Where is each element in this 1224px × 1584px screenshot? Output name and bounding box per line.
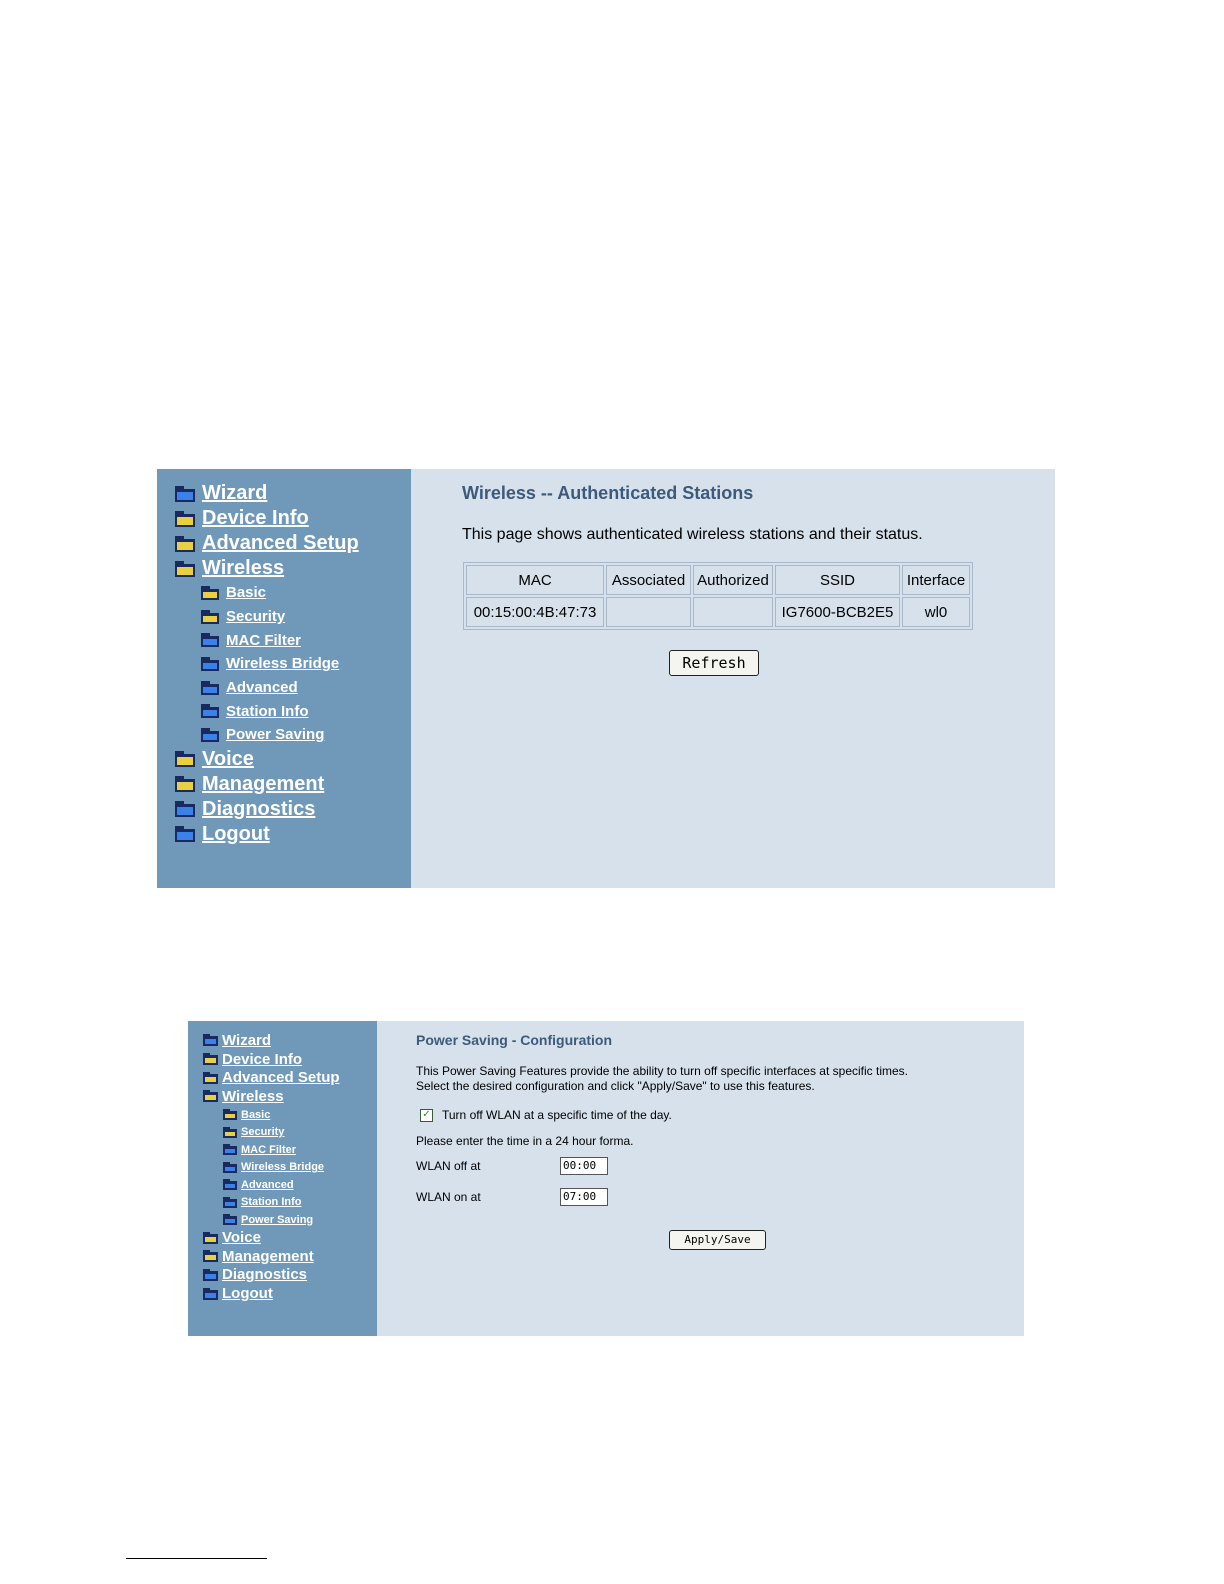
interface-cell: wl0 bbox=[902, 597, 970, 627]
wlan-schedule-option[interactable] bbox=[420, 1108, 1024, 1122]
nav-item-wireless-bridge[interactable] bbox=[203, 1158, 377, 1176]
column-header: SSID bbox=[775, 565, 900, 595]
nav-item-advanced-setup[interactable] bbox=[203, 1068, 377, 1087]
nav-item-management[interactable] bbox=[203, 1247, 377, 1266]
nav-item-station-info[interactable] bbox=[175, 699, 411, 723]
nav-link[interactable]: Diagnostics bbox=[202, 797, 316, 820]
nav-link[interactable]: Station Info bbox=[226, 702, 309, 720]
nav-link[interactable]: Security bbox=[226, 608, 286, 626]
nav-link[interactable]: Logout bbox=[222, 1285, 273, 1303]
main-content bbox=[377, 1021, 1024, 1336]
power-saving-screenshot bbox=[188, 1021, 1024, 1336]
folder-icon bbox=[223, 1197, 237, 1208]
nav-item-voice[interactable] bbox=[175, 747, 411, 772]
nav-link[interactable]: Station Info bbox=[241, 1196, 302, 1208]
folder-icon bbox=[223, 1162, 237, 1173]
nav-link[interactable]: Device Info bbox=[202, 507, 309, 529]
folder-plus-icon: + bbox=[223, 1127, 237, 1138]
folder-plus-icon: + bbox=[223, 1109, 237, 1120]
nav-link[interactable]: Logout bbox=[202, 822, 270, 845]
column-header: Associated bbox=[606, 565, 691, 595]
nav-link[interactable]: Advanced Setup bbox=[202, 532, 359, 554]
folder-plus-icon: + bbox=[175, 776, 195, 792]
nav-item-advanced[interactable] bbox=[203, 1176, 377, 1194]
nav-item-basic[interactable] bbox=[175, 581, 411, 605]
nav-item-advanced[interactable] bbox=[175, 676, 411, 700]
description-line: Select the desired configuration and click "Apply/Save" to use this features. bbox=[416, 1079, 815, 1093]
folder-icon bbox=[201, 728, 219, 742]
folder-icon bbox=[223, 1179, 237, 1190]
folder-plus-icon: + bbox=[175, 511, 195, 527]
folder-plus-icon: + bbox=[203, 1232, 218, 1244]
folder-plus-icon: + bbox=[175, 751, 195, 767]
nav-item-management[interactable] bbox=[175, 772, 411, 797]
folder-plus-icon: + bbox=[203, 1053, 218, 1065]
folder-icon bbox=[175, 801, 195, 817]
nav-link[interactable]: Wireless bbox=[222, 1087, 284, 1105]
nav-link[interactable]: Power Saving bbox=[226, 726, 325, 744]
nav-link[interactable]: Wireless Bridge bbox=[226, 655, 340, 673]
nav-link[interactable]: Advanced bbox=[226, 679, 298, 697]
nav-item-device-info[interactable] bbox=[203, 1050, 377, 1069]
nav-link[interactable]: Power Saving bbox=[241, 1213, 314, 1226]
nav-item-wireless[interactable] bbox=[175, 556, 411, 581]
folder-icon bbox=[201, 704, 219, 718]
folder-icon bbox=[203, 1269, 218, 1281]
nav-link[interactable]: Security bbox=[241, 1126, 285, 1138]
nav-link[interactable]: Wireless bbox=[202, 557, 285, 579]
nav-item-voice[interactable] bbox=[203, 1228, 377, 1247]
sidebar-nav bbox=[188, 1021, 377, 1336]
nav-item-station-info[interactable] bbox=[203, 1193, 377, 1211]
nav-link[interactable]: Advanced bbox=[241, 1178, 294, 1191]
page-title: Power Saving - Configuration bbox=[416, 1032, 613, 1048]
nav-link[interactable]: Wireless Bridge bbox=[241, 1161, 325, 1173]
checkbox-label: Turn off WLAN at a specific time of the day. bbox=[442, 1108, 672, 1122]
nav-item-security[interactable] bbox=[175, 605, 411, 629]
nav-link[interactable]: Management bbox=[222, 1247, 314, 1265]
nav-item-advanced-setup[interactable] bbox=[175, 531, 411, 556]
column-header: MAC bbox=[466, 565, 604, 595]
folder-icon bbox=[223, 1214, 237, 1225]
folder-plus-icon: + bbox=[203, 1072, 218, 1084]
wlan-on-row bbox=[416, 1187, 1024, 1207]
nav-item-power-saving[interactable] bbox=[203, 1211, 377, 1229]
nav-item-logout[interactable] bbox=[175, 822, 411, 847]
nav-item-mac-filter[interactable] bbox=[175, 628, 411, 652]
column-header: Authorized bbox=[693, 565, 773, 595]
folder-plus-icon: + bbox=[175, 561, 195, 577]
description-line: This Power Saving Features provide the ability to turn off specific interfaces at specific times. bbox=[416, 1064, 908, 1078]
nav-link[interactable]: Wizard bbox=[202, 482, 268, 504]
nav-item-security[interactable] bbox=[203, 1123, 377, 1141]
folder-plus-icon: + bbox=[201, 610, 219, 624]
stations-table bbox=[463, 562, 973, 630]
nav-item-wireless-bridge[interactable] bbox=[175, 652, 411, 676]
wlan-on-input[interactable]: 07:00 bbox=[560, 1188, 608, 1206]
folder-icon bbox=[223, 1144, 237, 1155]
nav-link[interactable]: Basic bbox=[241, 1108, 271, 1121]
page-description: This page shows authenticated wireless stations and their status. bbox=[462, 526, 923, 543]
mac-cell: 00:15:00:4B:47:73 bbox=[466, 597, 604, 627]
wlan-off-row bbox=[416, 1156, 1024, 1176]
main-content bbox=[411, 469, 1055, 888]
footnote-separator bbox=[126, 1558, 267, 1559]
time-format-hint: Please enter the time in a 24 hour forma. bbox=[416, 1134, 634, 1148]
nav-link[interactable]: Voice bbox=[202, 747, 254, 770]
page-description bbox=[416, 1064, 1024, 1094]
wlan-on-label: WLAN on at bbox=[416, 1190, 481, 1204]
folder-icon bbox=[203, 1288, 218, 1300]
wlan-off-input[interactable]: 00:00 bbox=[560, 1157, 608, 1175]
folder-icon bbox=[175, 826, 195, 842]
refresh-button[interactable]: Refresh bbox=[669, 650, 759, 676]
folder-icon bbox=[201, 681, 219, 695]
folder-icon bbox=[201, 633, 219, 647]
authorized-cell bbox=[693, 597, 773, 627]
table-row bbox=[466, 597, 970, 627]
nav-item-basic[interactable] bbox=[203, 1106, 377, 1124]
nav-link[interactable]: Advanced Setup bbox=[222, 1069, 340, 1087]
nav-link[interactable]: Voice bbox=[222, 1229, 261, 1247]
nav-item-wizard[interactable] bbox=[203, 1031, 377, 1050]
folder-plus-icon: + bbox=[201, 586, 219, 600]
nav-item-wireless[interactable] bbox=[203, 1087, 377, 1106]
apply-save-button[interactable]: Apply/Save bbox=[669, 1230, 766, 1250]
folder-icon bbox=[175, 486, 195, 502]
associated-cell bbox=[606, 597, 691, 627]
folder-plus-icon: + bbox=[175, 536, 195, 552]
sidebar-nav bbox=[157, 469, 411, 888]
ssid-cell: IG7600-BCB2E5 bbox=[775, 597, 900, 627]
nav-link[interactable]: Basic bbox=[226, 584, 267, 602]
nav-item-wizard[interactable] bbox=[175, 481, 411, 506]
nav-item-mac-filter[interactable] bbox=[203, 1141, 377, 1159]
nav-link[interactable]: Diagnostics bbox=[222, 1266, 308, 1284]
wlan-schedule-checkbox[interactable]: ✓ bbox=[420, 1109, 433, 1122]
folder-icon bbox=[203, 1034, 218, 1046]
column-header: Interface bbox=[902, 565, 970, 595]
nav-item-diagnostics[interactable] bbox=[175, 797, 411, 822]
authenticated-stations-screenshot bbox=[157, 469, 1055, 888]
nav-link[interactable]: Device Info bbox=[222, 1050, 303, 1068]
nav-item-diagnostics[interactable] bbox=[203, 1266, 377, 1285]
nav-link[interactable]: Wizard bbox=[222, 1031, 272, 1049]
page-title: Wireless -- Authenticated Stations bbox=[462, 483, 754, 503]
nav-link[interactable]: Management bbox=[202, 772, 325, 795]
wlan-off-label: WLAN off at bbox=[416, 1159, 481, 1173]
nav-link[interactable]: MAC Filter bbox=[241, 1143, 296, 1156]
folder-plus-icon: + bbox=[203, 1090, 218, 1102]
nav-link[interactable]: MAC Filter bbox=[226, 631, 301, 649]
folder-icon bbox=[201, 657, 219, 671]
nav-item-power-saving[interactable] bbox=[175, 723, 411, 747]
nav-item-logout[interactable] bbox=[203, 1284, 377, 1303]
nav-item-device-info[interactable] bbox=[175, 506, 411, 531]
table-header-row bbox=[466, 565, 970, 595]
folder-plus-icon: + bbox=[203, 1250, 218, 1262]
